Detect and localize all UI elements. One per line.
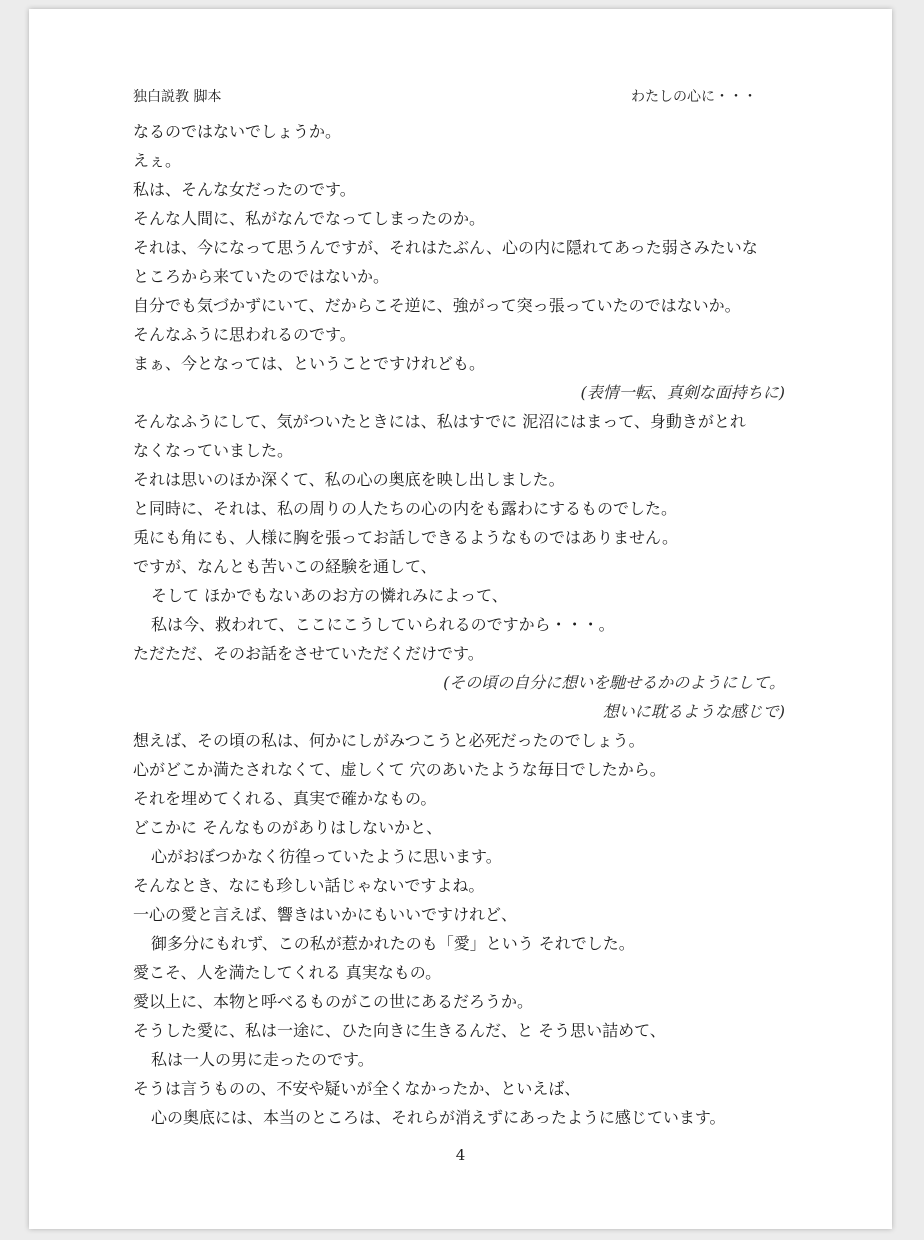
script-body <box>133 117 793 1132</box>
script-line-indented: 心がおぼつかなく彷徨っていたように思います。 <box>151 847 502 866</box>
script-line-indented: 私は一人の男に走ったのです。 <box>151 1050 374 1069</box>
stage-direction: (その頃の自分に想いを馳せるかのようにして。 <box>443 673 785 692</box>
script-line: 想えば、その頃の私は、何かにしがみつこうと必死だったのでしょう。 <box>133 731 645 750</box>
script-line-indented: そして ほかでもないあのお方の憐れみによって、 <box>151 586 508 605</box>
script-line: 愛こそ、人を満たしてくれる 真実なもの。 <box>133 963 442 982</box>
script-line: 一心の愛と言えば、響きはいかにもいいですけれど、 <box>133 905 518 924</box>
script-line: なくなっていました。 <box>133 441 294 460</box>
header-subtitle: わたしの心に・・・ <box>631 89 757 105</box>
script-line: 心がどこか満たされなくて、虚しくて 穴のあいたような毎日でしたから。 <box>133 760 666 779</box>
script-line-indented: 御多分にもれず、この私が惹かれたのも「愛」という それでした。 <box>151 934 635 953</box>
stage-direction: 想いに耽るような感じで) <box>602 702 785 721</box>
script-line: と同時に、それは、私の周りの人たちの心の内をも露わにするものでした。 <box>133 499 678 518</box>
script-line: そんなふうに思われるのです。 <box>133 325 356 344</box>
script-line: ですが、なんとも苦いこの経験を通して、 <box>133 557 437 576</box>
script-line: そんなふうにして、気がついたときには、私はすでに 泥沼にはまって、身動きがとれ <box>133 412 746 431</box>
script-line: えぇ。 <box>133 151 182 170</box>
script-line: ところから来ていたのではないか。 <box>133 267 390 286</box>
document-page <box>29 9 892 1229</box>
script-line: それを埋めてくれる、真実で確かなもの。 <box>133 789 437 808</box>
script-line: なるのではないでしょうか。 <box>133 122 342 141</box>
script-line: それは、今になって思うんですが、それはたぶん、心の内に隠れてあった弱さみたいな <box>133 238 758 257</box>
script-line: 自分でも気づかずにいて、だからこそ逆に、強がって突っ張っていたのではないか。 <box>133 296 741 315</box>
stage-direction: (表情一転、真剣な面持ちに) <box>580 383 785 402</box>
script-line: そうは言うものの、不安や疑いが全くなかったか、といえば、 <box>133 1079 581 1098</box>
script-line: どこかに そんなものがありはしないかと、 <box>133 818 443 837</box>
script-line: それは思いのほか深くて、私の心の奥底を映し出しました。 <box>133 470 565 489</box>
header-title: 独白説教 脚本 <box>133 89 222 105</box>
script-line-indented: 心の奥底には、本当のところは、それらが消えずにあったように感じています。 <box>151 1108 726 1127</box>
script-line: 兎にも角にも、人様に胸を張ってお話しできるようなものではありません。 <box>133 528 678 547</box>
script-line: そうした愛に、私は一途に、ひた向きに生きるんだ、と そう思い詰めて、 <box>133 1021 666 1040</box>
script-line: 私は、そんな女だったのです。 <box>133 180 356 199</box>
script-line: ただただ、そのお話をさせていただくだけです。 <box>133 644 484 663</box>
script-line: 愛以上に、本物と呼べるものがこの世にあるだろうか。 <box>133 992 534 1011</box>
script-line: そんな人間に、私がなんでなってしまったのか。 <box>133 209 486 228</box>
script-line: まぁ、今となっては、ということですけれども。 <box>133 354 486 373</box>
page-number: 4 <box>455 1146 466 1164</box>
script-line: そんなとき、なにも珍しい話じゃないですよね。 <box>133 876 485 895</box>
script-line-indented: 私は今、救われて、ここにこうしていられるのですから・・・。 <box>151 615 615 634</box>
